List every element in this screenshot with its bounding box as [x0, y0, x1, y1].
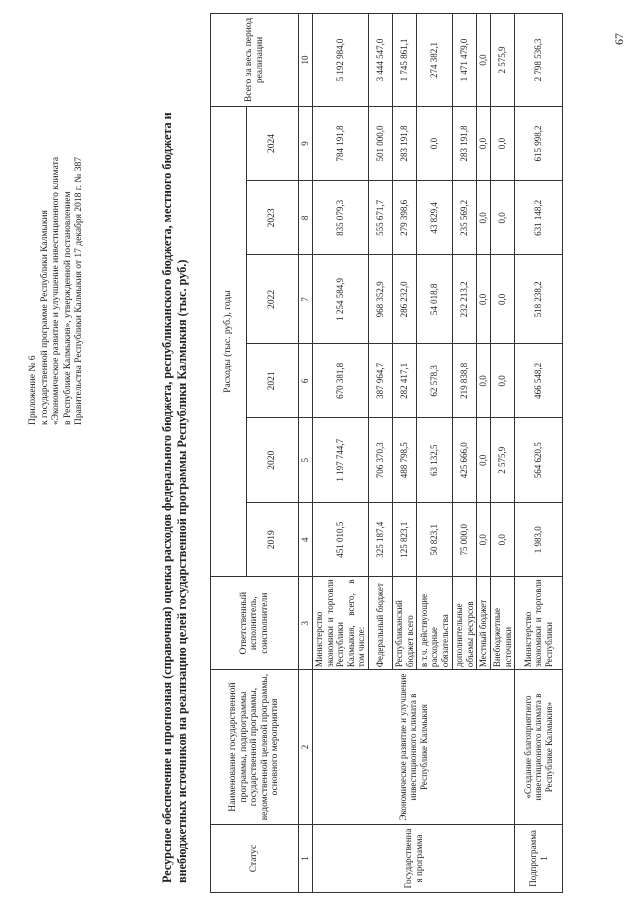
- header-year: 2019: [247, 503, 299, 577]
- header-year: 2022: [247, 255, 299, 344]
- value-cell: 0,0: [491, 255, 515, 344]
- program-name: Экономическое развитие и улучшение инвестиционного климата в Республике Калмыкия: [313, 670, 515, 825]
- value-cell: 488 798,5: [393, 418, 417, 503]
- value-cell: 2 575,9: [491, 418, 515, 503]
- value-cell: 615 998,2: [515, 106, 563, 180]
- total-cell: 2 798 536,3: [515, 14, 563, 107]
- row-label: Министерство экономики и торговли Республики Калмыкия, всего, в том числе:: [313, 577, 369, 670]
- header-year: 2021: [247, 344, 299, 418]
- value-cell: 0,0: [491, 503, 515, 577]
- total-cell: 2 575,9: [491, 14, 515, 107]
- col-number: 8: [299, 181, 313, 255]
- col-number: 6: [299, 344, 313, 418]
- value-cell: 387 964,7: [369, 344, 393, 418]
- appendix-line: к государственной программе Республики Калмыкия: [39, 210, 50, 425]
- appendix-line: в Республике Калмыкия», утвержденной постановлением: [62, 191, 73, 425]
- value-cell: 0,0: [477, 503, 491, 577]
- value-cell: 518 238,2: [515, 255, 563, 344]
- program-status: Государственна я программа: [313, 824, 515, 892]
- value-cell: 0,0: [477, 344, 491, 418]
- value-cell: 564 620,5: [515, 418, 563, 503]
- header-year: 2023: [247, 181, 299, 255]
- header-executor: Ответственный исполнитель, соисполнители: [211, 577, 299, 670]
- value-cell: 282 417,1: [393, 344, 417, 418]
- col-number: 1: [299, 824, 313, 892]
- header-year: 2020: [247, 418, 299, 503]
- header-total: Всего за весь период реализации: [211, 14, 299, 107]
- row-label: Местный бюджет: [477, 577, 491, 670]
- row-label: Федеральный бюджет: [369, 577, 393, 670]
- appendix-line: «Экономическое развитие и улучшение инвестиционного климата: [51, 156, 61, 425]
- value-cell: 63 132,5: [417, 418, 453, 503]
- value-cell: 43 829,4: [417, 181, 453, 255]
- value-cell: 0,0: [491, 181, 515, 255]
- col-number: 5: [299, 418, 313, 503]
- row-label: в т.ч. действующие расходные обязательства: [417, 577, 453, 670]
- value-cell: 1 983,0: [515, 503, 563, 577]
- value-cell: 835 079,3: [313, 181, 369, 255]
- value-cell: 0,0: [477, 181, 491, 255]
- total-cell: 1 471 479,0: [453, 14, 477, 107]
- col-number: 9: [299, 106, 313, 180]
- value-cell: 555 671,7: [369, 181, 393, 255]
- value-cell: 0,0: [491, 344, 515, 418]
- header-name: Наименование государственной программы, подпрограммы государственной программы, ведомственной целевой программы, основного мероприятия: [211, 670, 299, 825]
- header-status: Статус: [211, 824, 299, 892]
- col-number: 2: [299, 670, 313, 825]
- total-cell: 5 192 984,0: [313, 14, 369, 107]
- title-line: внебюджетных источников на реализацию целей государственной программы Республики Калмыкия (тыс. руб.): [175, 259, 189, 883]
- value-cell: 54 018,8: [417, 255, 453, 344]
- row-label: Министерство экономики и торговли Республики: [515, 577, 563, 670]
- header-year: 2024: [247, 106, 299, 180]
- subprogram-name: «Создание благоприятного инвестиционного климата в Республике Калмыкия»: [515, 670, 563, 825]
- value-cell: 466 548,2: [515, 344, 563, 418]
- value-cell: 0,0: [477, 106, 491, 180]
- value-cell: 706 370,3: [369, 418, 393, 503]
- value-cell: 75 000,0: [453, 503, 477, 577]
- value-cell: 968 352,9: [369, 255, 393, 344]
- total-cell: 1 745 861,1: [393, 14, 417, 107]
- page-number: 67: [612, 33, 626, 45]
- value-cell: 0,0: [491, 106, 515, 180]
- col-number: 10: [299, 14, 313, 107]
- subprogram-status: Подпрограмма 1: [515, 824, 563, 892]
- value-cell: 283 191,8: [453, 106, 477, 180]
- resource-table: [210, 13, 563, 893]
- row-label: дополнительные объемы ресурсов: [453, 577, 477, 670]
- value-cell: 286 232,0: [393, 255, 417, 344]
- value-cell: 0,0: [417, 106, 453, 180]
- value-cell: 279 398,6: [393, 181, 417, 255]
- value-cell: 1 254 584,9: [313, 255, 369, 344]
- col-number: 4: [299, 503, 313, 577]
- appendix-line: Правительства Республики Калмыкия от 17 декабря 2018 г. № 387: [74, 156, 84, 425]
- value-cell: 0,0: [477, 255, 491, 344]
- value-cell: 325 187,4: [369, 503, 393, 577]
- value-cell: 0,0: [477, 418, 491, 503]
- value-cell: 125 823,1: [393, 503, 417, 577]
- value-cell: 670 381,8: [313, 344, 369, 418]
- col-number: 3: [299, 577, 313, 670]
- appendix-note: [28, 5, 86, 425]
- value-cell: 1 197 744,7: [313, 418, 369, 503]
- value-cell: 631 148,2: [515, 181, 563, 255]
- appendix-line: Приложение № 6: [28, 355, 38, 425]
- value-cell: 451 010,5: [313, 503, 369, 577]
- value-cell: 232 213,2: [453, 255, 477, 344]
- header-expenses: Расходы (тыс. руб.), годы: [211, 106, 247, 576]
- col-number: 7: [299, 255, 313, 344]
- row-label: Внебюджетные источники: [491, 577, 515, 670]
- total-cell: 3 444 547,0: [369, 14, 393, 107]
- value-cell: 501 000,0: [369, 106, 393, 180]
- value-cell: 50 823,1: [417, 503, 453, 577]
- row-label: Республиканский бюджет всего: [393, 577, 417, 670]
- total-cell: 274 382,1: [417, 14, 453, 107]
- value-cell: 219 838,8: [453, 344, 477, 418]
- value-cell: 235 569,2: [453, 181, 477, 255]
- total-cell: 0,0: [477, 14, 491, 107]
- value-cell: 62 578,3: [417, 344, 453, 418]
- value-cell: 283 191,8: [393, 106, 417, 180]
- value-cell: 425 666,0: [453, 418, 477, 503]
- title-line: Ресурсное обеспечение и прогнозная (справочная) оценка расходов федерального бюджета, республиканского бюджета, местного бюджета и: [160, 112, 174, 883]
- value-cell: 784 191,8: [313, 106, 369, 180]
- document-title: [160, 23, 190, 883]
